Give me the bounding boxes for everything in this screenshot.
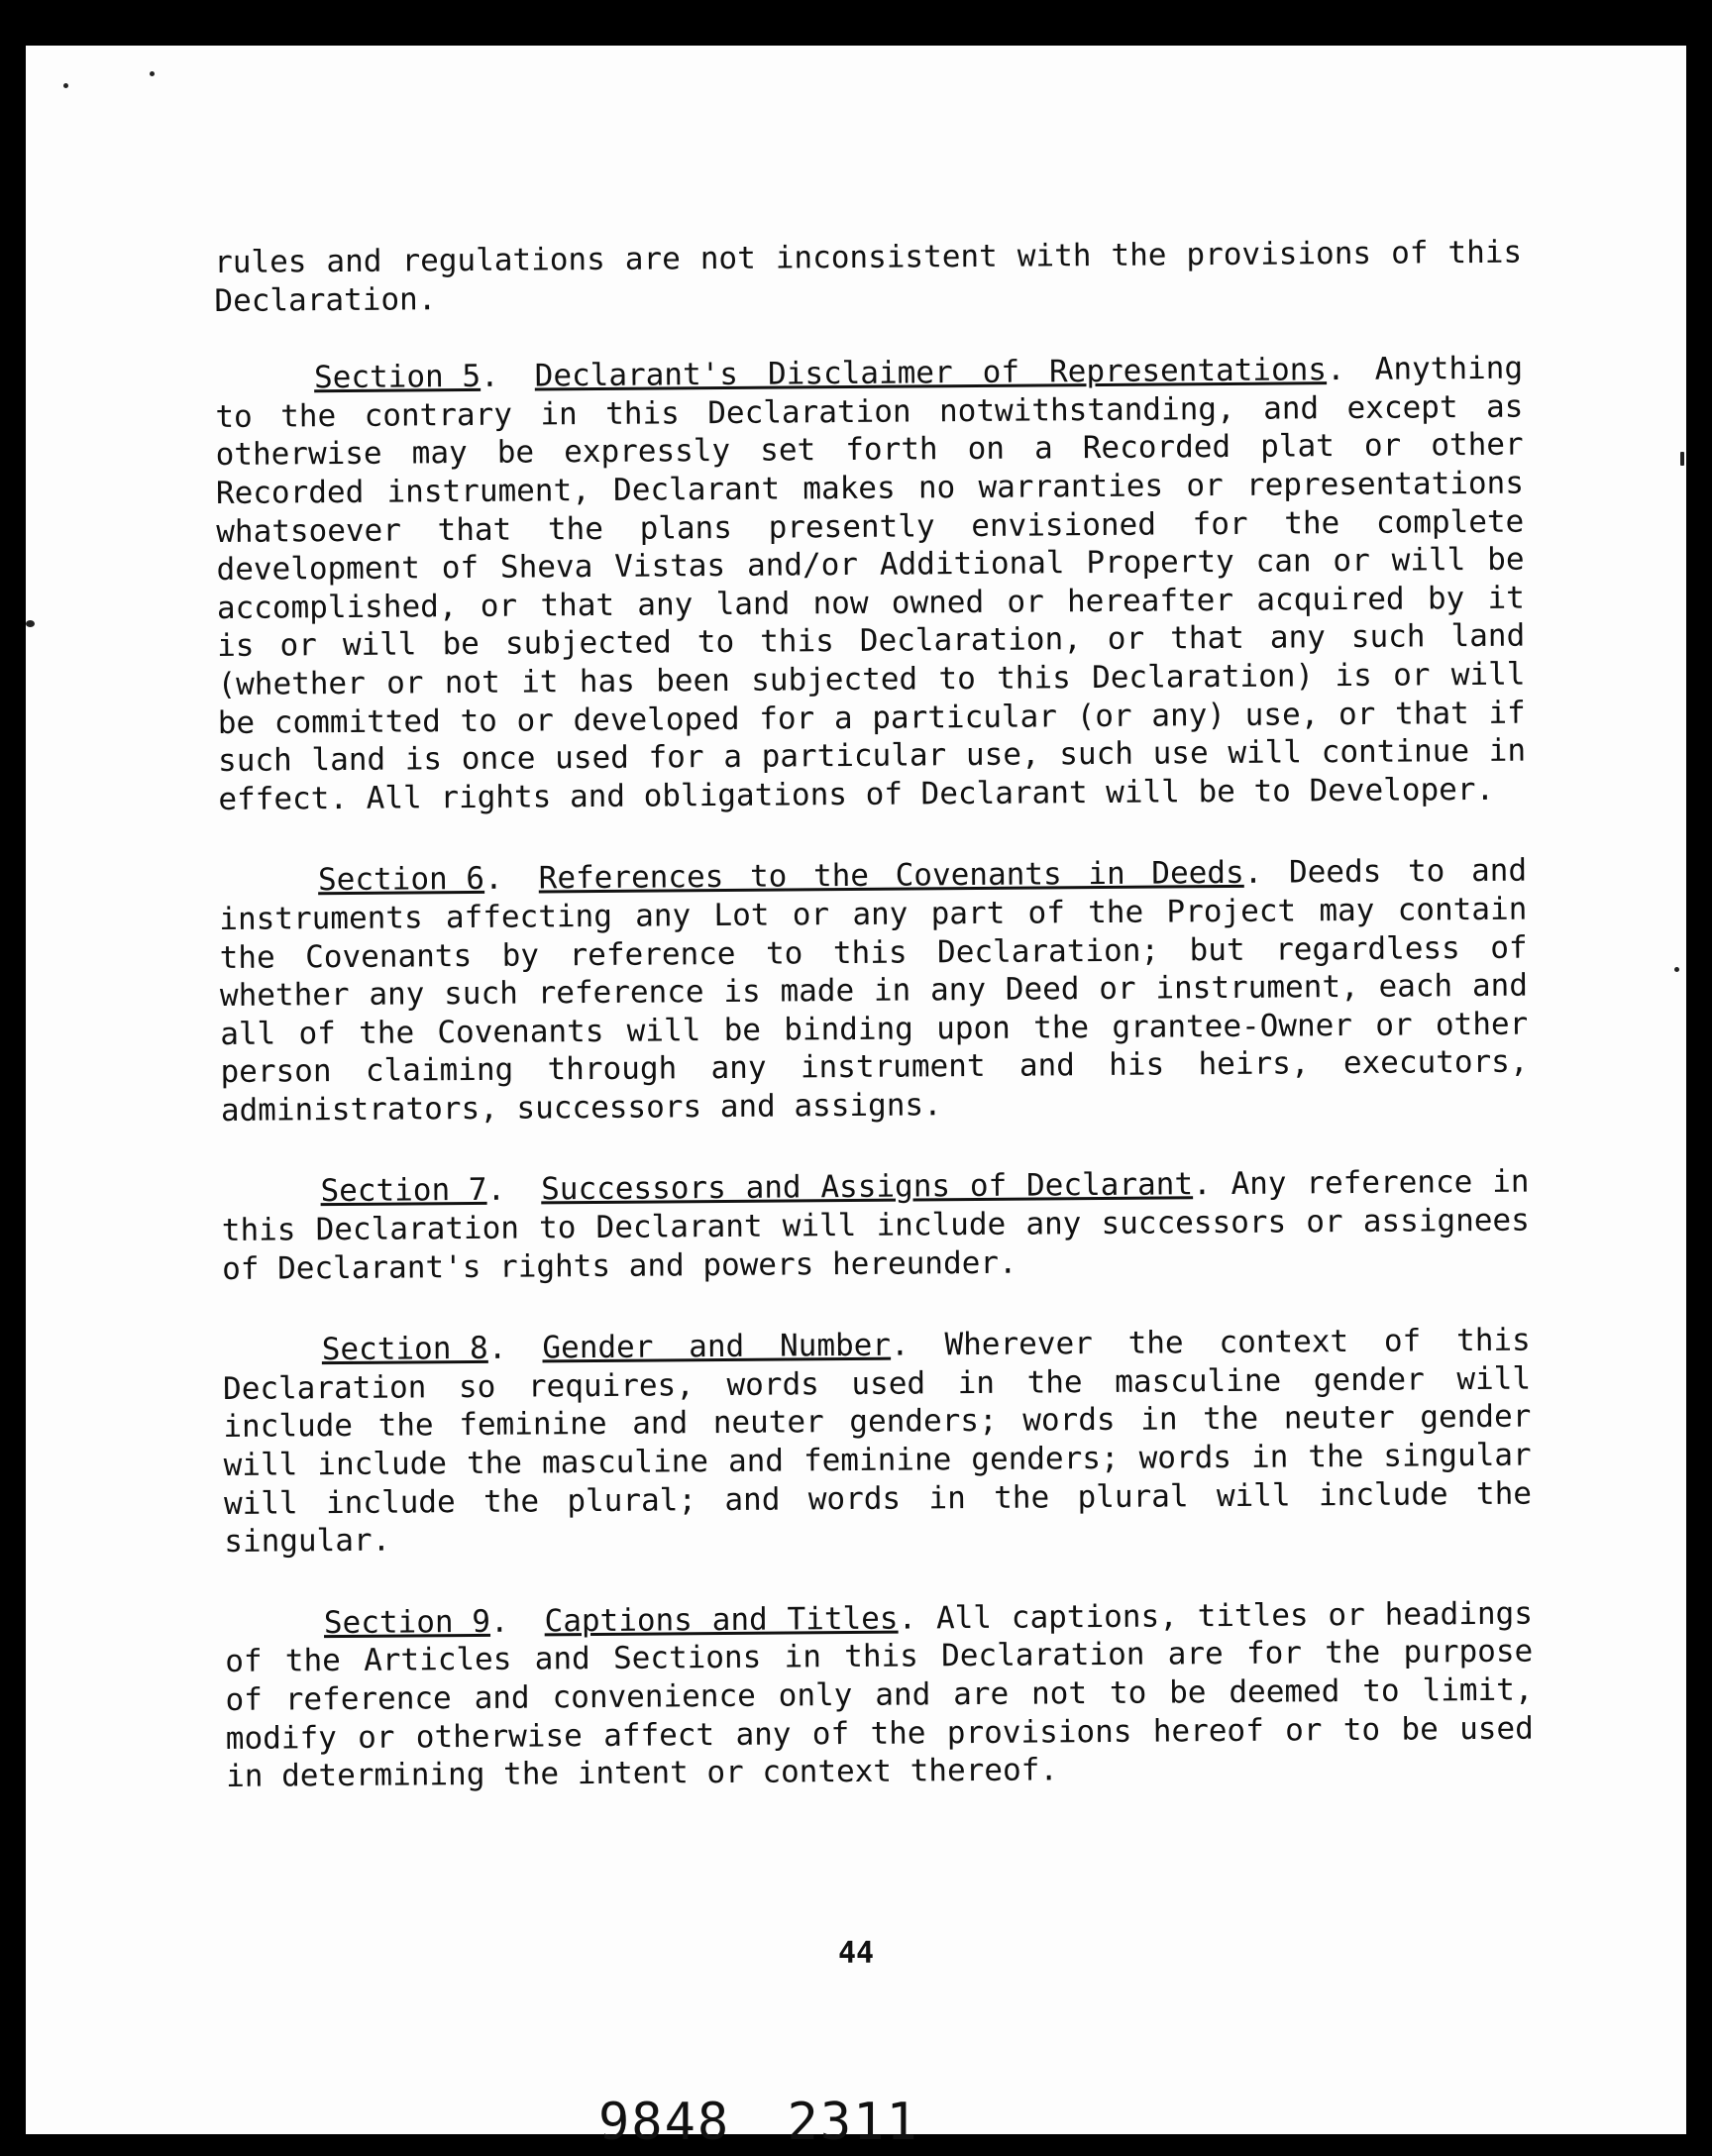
scan-speck xyxy=(63,83,68,88)
section-8-heading: Gender and Number xyxy=(542,1327,892,1366)
opening-paragraph: rules and regulations are not inconsistent with the provisions of this Declaration. xyxy=(214,234,1523,319)
section-6-label: Section 6 xyxy=(317,861,485,899)
section-7-paragraph: Section 7. Successors and Assigns of Declarant. Any reference in this Declaration to Declarant will include any successors or assignees of Declarant's rights and powers hereunder. xyxy=(221,1164,1530,1287)
section-7-label: Section 7 xyxy=(320,1172,487,1210)
section-6-paragraph: Section 6. References to the Covenants in Deeds. Deeds to and instruments affecting any Lot or any part of the Project may contain the Covenants by reference to this Declaration; but regardless of whether any such reference is made in any Deed or instrument, each and all of the Covenants will be binding upon the grantee-Owner or other person claiming through any instrument and his heirs, executors, administrators, successors and assigns. xyxy=(219,852,1529,1129)
section-5-paragraph: Section 5. Declarant's Disclaimer of Representations. Anything to the contrary in this Declaration notwithstanding, and except as otherwise may be expressly set forth on a Recorded plat or other Recorded instrument, Declarant makes no warranties or representations whatsoever that the plans presently envisioned for the complete development of Sheva Vistas and/or Additional Property can or will be accomplished, or that any land now owned or hereafter acquired by it is or will be subjected to this Declaration, or that any such land (whether or not it has been subjected to this Declaration) is or will be committed to or developed for a particular (or any) use, or that if such land is once used for a particular use, such use will continue in effect. All rights and obligations of Declarant will be to Developer. xyxy=(215,350,1527,817)
scan-speck xyxy=(26,620,35,627)
section-9-text: All captions, titles or headings of the Articles and Sections in this Declaration are for the purpose of reference and convenience only and are not to be deemed to limit, modify or otherwise affect any of the provisions hereof or to be used in determining the intent or context thereof. xyxy=(225,1595,1534,1795)
section-9-label: Section 9 xyxy=(323,1603,491,1641)
section-8-paragraph: Section 8. Gender and Number. Wherever the context of this Declaration so requires, words used in the masculine gender will include the feminine and neuter genders; words in the neuter gender will include the masculine and feminine genders; words in the singular will include the plural; and words in the plural will include the singular. xyxy=(222,1322,1533,1561)
section-7-heading: Successors and Assigns of Declarant xyxy=(541,1166,1194,1208)
scan-speck xyxy=(1674,967,1679,972)
section-6-text: Deeds to and instruments affecting any Lot or any part of the Project may contain the Covenants by reference to this Declaration; but regardless of whether any such reference is made in any Deed or instrument, each and all of the Covenants will be binding upon the grantee-Owner or other person claiming through any instrument and his heirs, executors, administrators, successors and assigns. xyxy=(219,852,1529,1129)
section-6-heading: References to the Covenants in Deeds xyxy=(538,855,1244,897)
section-5-heading: Declarant's Disclaimer of Representations xyxy=(534,352,1328,394)
scan-speck xyxy=(1680,452,1684,466)
document-page xyxy=(26,46,1686,2152)
document-body xyxy=(214,234,1535,1840)
section-8-text: Wherever the context of this Declaration so requires, words used in the masculine gender will include the feminine and neuter genders; words in the neuter gender will include the masculine and feminine genders; words in the singular will include the plural; and words in the plural will include the singular. xyxy=(222,1322,1533,1561)
page-number: 44 xyxy=(837,1936,875,1971)
section-9-heading: Captions and Titles xyxy=(544,1600,899,1640)
section-5-label: Section 5 xyxy=(313,359,482,396)
section-7-text: Any reference in this Declaration to Declarant will include any successors or assignees of Declarant's rights and powers hereunder. xyxy=(221,1164,1530,1287)
scan-speck xyxy=(150,71,155,76)
section-9-paragraph: Section 9. Captions and Titles. All captions, titles or headings of the Articles and Sections in this Declaration are for the purpose of reference and convenience only and are not to be deemed to limit, modify or otherwise affect any of the provisions hereof or to be used in determining the intent or context thereof. xyxy=(225,1595,1534,1795)
section-8-label: Section 8 xyxy=(321,1331,488,1368)
section-5-text: Anything to the contrary in this Declaration notwithstanding, and except as otherwise may be expressly set forth on a Recorded plat or other Recorded instrument, Declarant makes no warranties or representations whatsoever that the plans presently envisioned for the complete development of Sheva Vistas and/or Additional Property can or will be accomplished, or that any land now owned or hereafter acquired by it is or will be subjected to this Declaration, or that any such land (whether or not it has been subjected to this Declaration) is or will be committed to or developed for a particular (or any) use, or that if such land is once used for a particular use, such use will continue in effect. All rights and obligations of Declarant will be to Developer. xyxy=(215,350,1527,817)
bates-number: 9848 2311 xyxy=(598,2093,919,2152)
